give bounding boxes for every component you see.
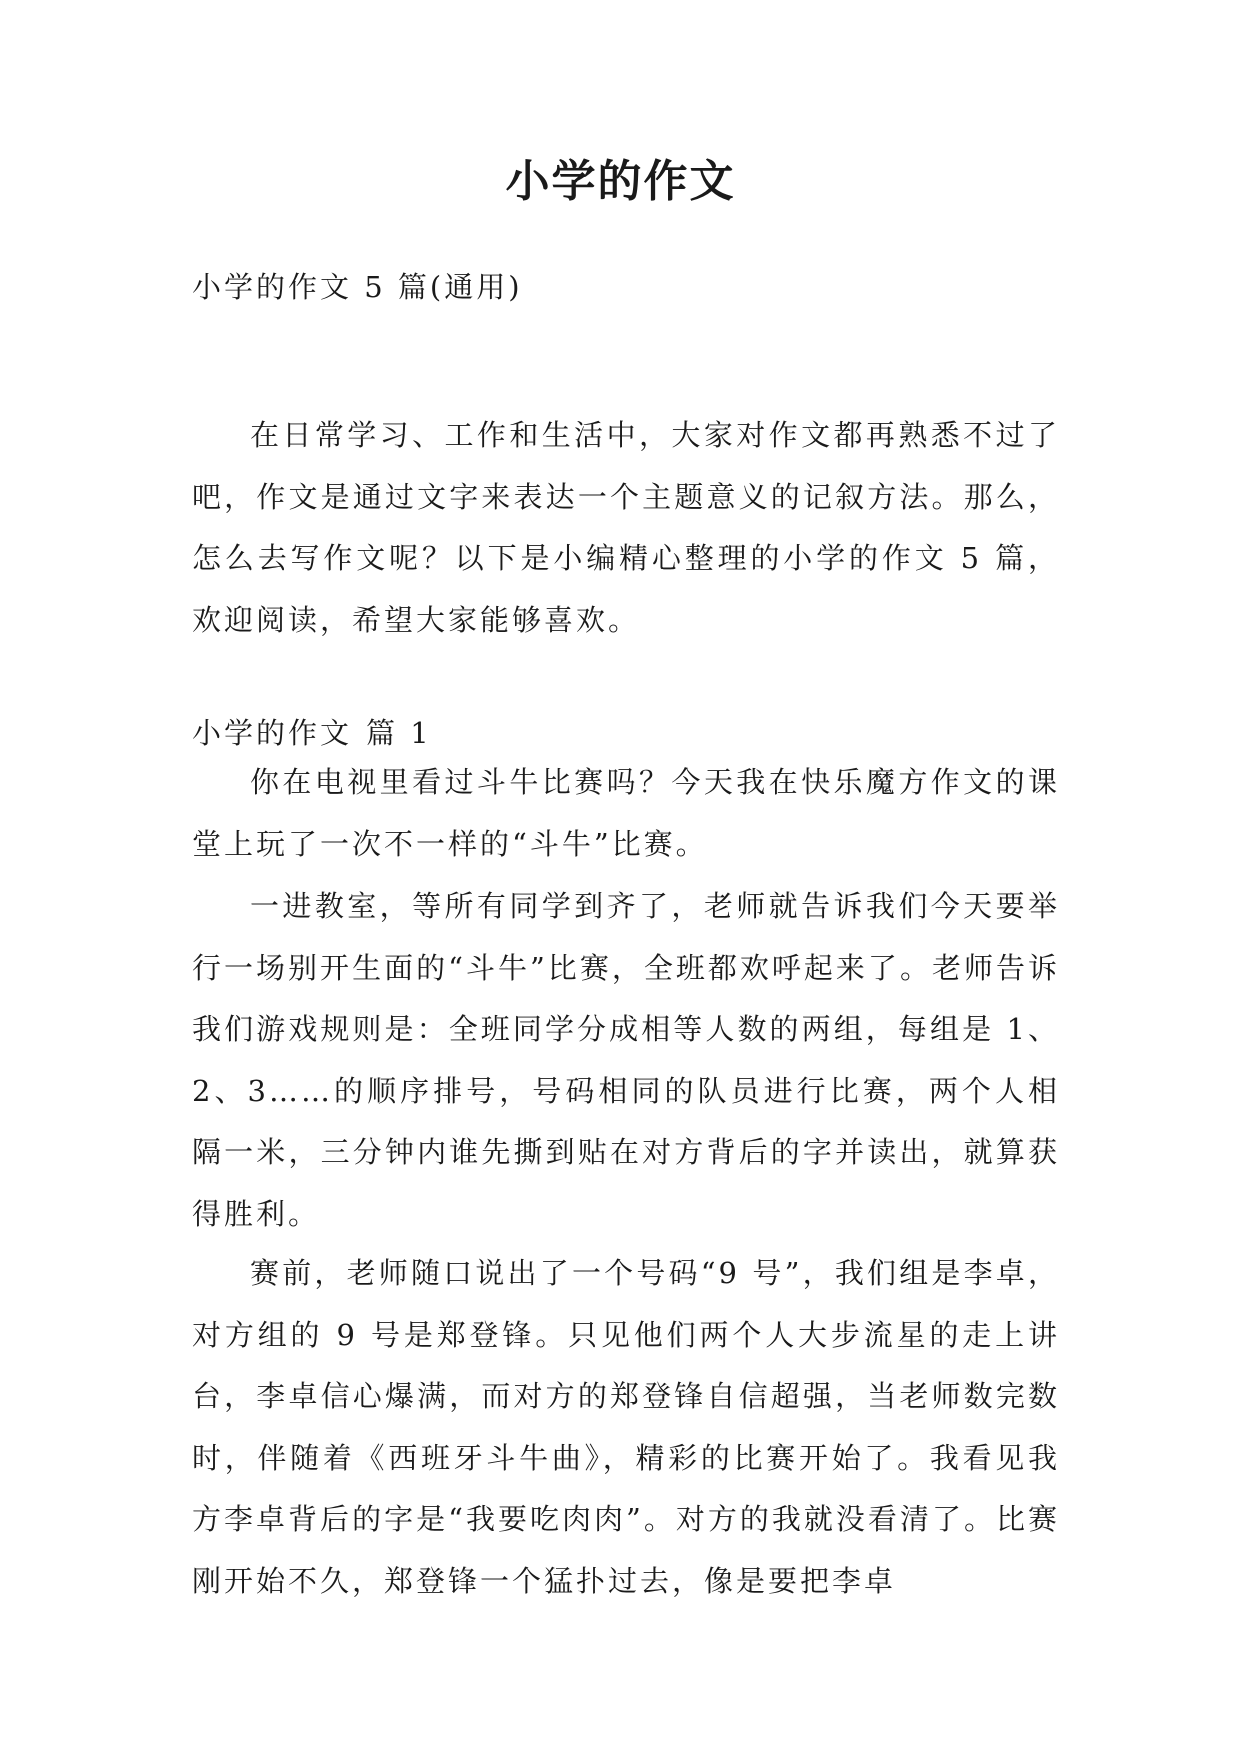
intro-paragraph: 在日常学习、工作和生活中，大家对作文都再熟悉不过了吧，作文是通过文字来表达一个主题意义的记叙方法。那么，怎么去写作文呢？以下是小编精心整理的小学的作文 5 篇，欢迎阅读，希望大家能够喜欢。 xyxy=(192,418,1060,637)
body-paragraph: 赛前，老师随口说出了一个号码“9 号”，我们组是李卓，对方组的 9 号是郑登锋。只见他们两个人大步流星的走上讲台，李卓信心爆满，而对方的郑登锋自信超强，当老师数完数时，伴随着《西班牙斗牛曲》，精彩的比赛开始了。我看见我方李卓背后的字是“我要吃肉肉”。对方的我就没看清了。比赛刚开始不久，郑登锋一个猛扑过去，像是要把李卓 xyxy=(192,1256,1060,1598)
document-title: 小学的作文 xyxy=(505,156,736,207)
body-paragraph: 你在电视里看过斗牛比赛吗？今天我在快乐魔方作文的课堂上玩了一次不一样的“斗牛”比赛。 xyxy=(192,765,1060,861)
document-subtitle: 小学的作文 5 篇(通用) xyxy=(192,270,523,304)
section-heading-number: 篇 1 xyxy=(366,716,432,750)
section-heading xyxy=(192,708,432,758)
body-paragraph: 一进教室，等所有同学到齐了，老师就告诉我们今天要举行一场别开生面的“斗牛”比赛，全班都欢呼起来了。老师告诉我们游戏规则是：全班同学分成相等人数的两组，每组是 1、2、3……的顺序排号，号码相同的队员进行比赛，两个人相隔一米，三分钟内谁先撕到贴在对方背后的字并读出，就算获得胜利。 xyxy=(192,889,1060,1231)
section-heading-title: 小学的作文 xyxy=(192,716,353,750)
